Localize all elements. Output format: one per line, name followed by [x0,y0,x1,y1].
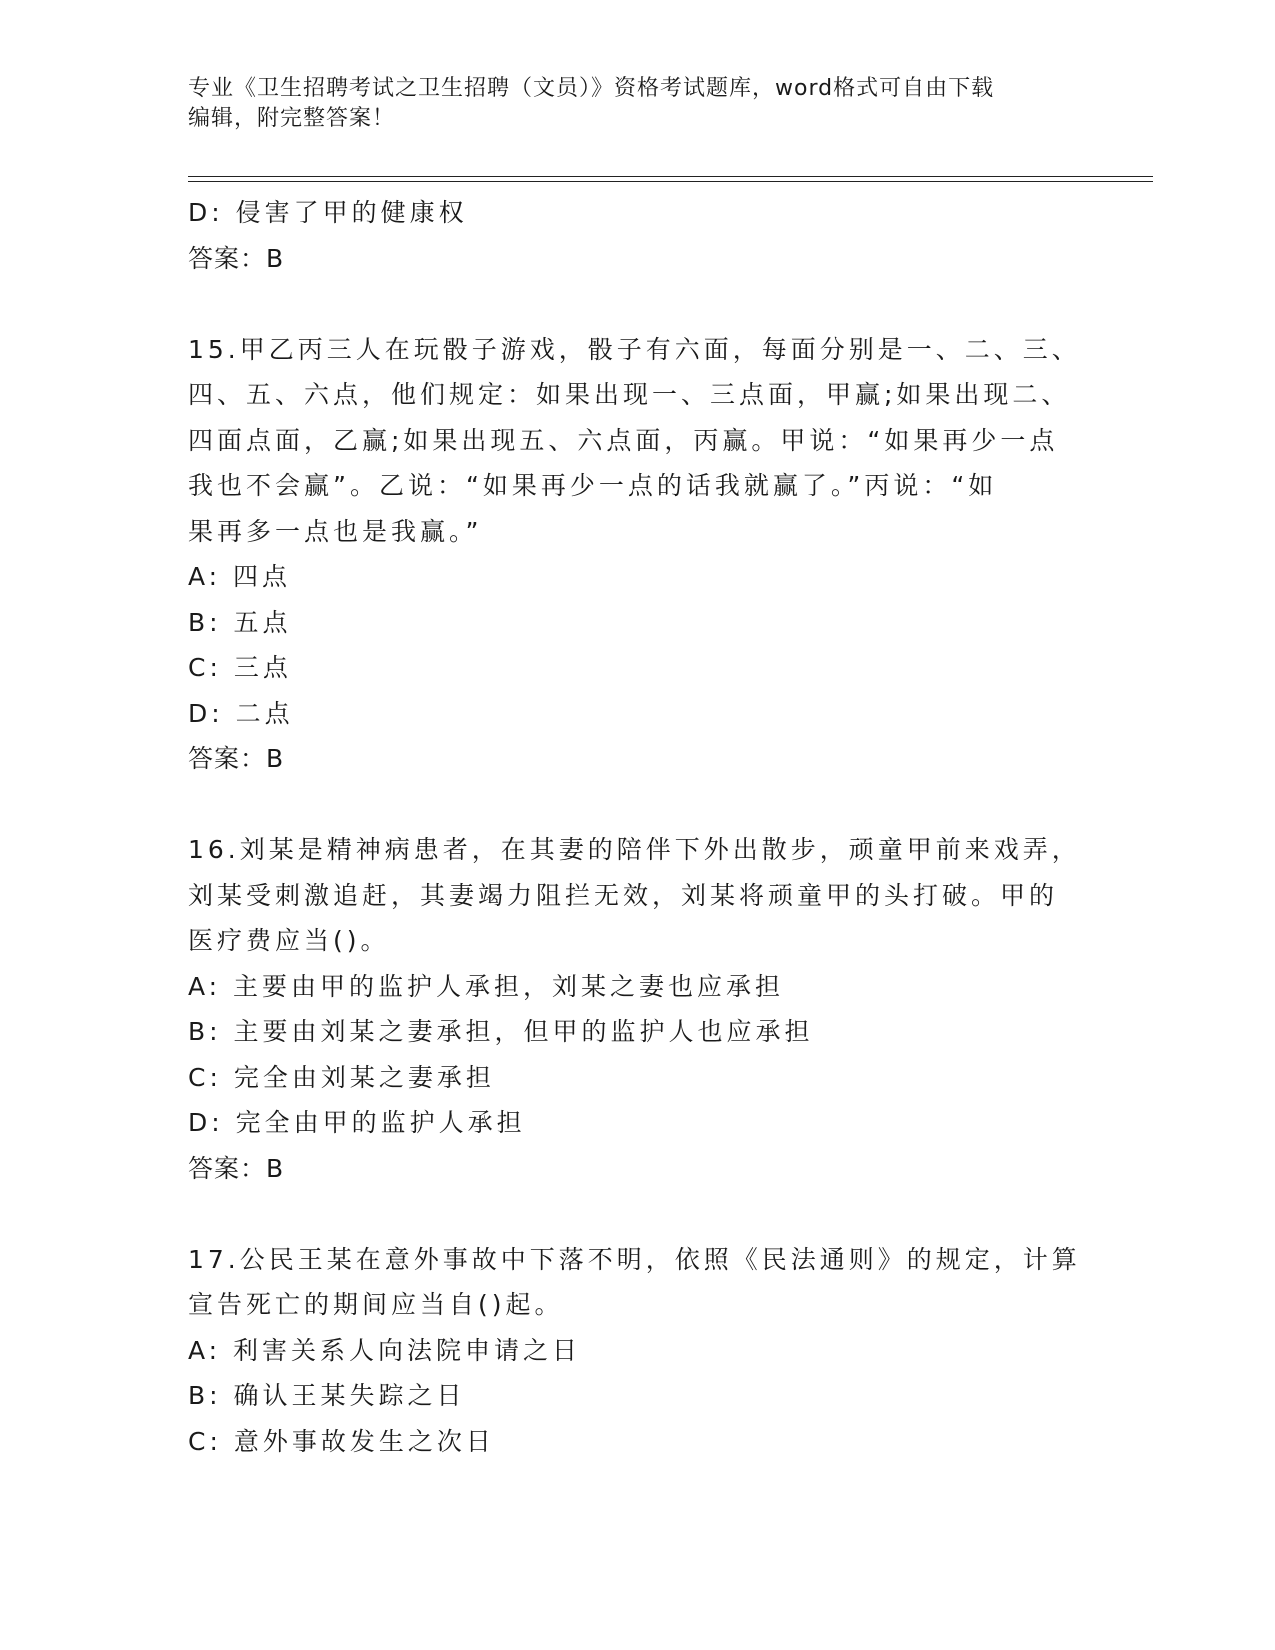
q16-option-a: A: 主要由甲的监护人承担，刘某之妻也应承担 [188,971,785,1001]
header-line-2: 编辑，附完整答案！ [188,106,396,131]
spacer [188,782,1088,828]
q15-stem-line-3: 四面点面，乙赢;如果出现五、六点面，丙赢。甲说：“如果再少一点 [188,425,1059,455]
q16-option-b: B: 主要由刘某之妻承担，但甲的监护人也应承担 [188,1017,814,1046]
q16-stem-line-3: 医疗费应当()。 [188,926,390,955]
q16-option-d: D: 完全由甲的监护人承担 [188,1108,526,1137]
q15-option-c: C: 三点 [188,653,292,682]
q15-stem-line-4: 我也不会赢”。乙说：“如果再少一点的话我就赢了。”丙说：“如 [188,471,998,500]
q16-stem-line-2: 刘某受刺激追赶，其妻竭力阻拦无效，刘某将顽童甲的头打破。甲的 [188,880,1059,910]
question-16 [188,827,1088,1191]
header-divider-top [188,176,1153,177]
q17-option-b: B: 确认王某失踪之日 [188,1381,466,1410]
q15-stem-line-1: 15.甲乙丙三人在玩骰子游戏，骰子有六面，每面分别是一、二、三、 [188,334,1081,364]
q17-option-a: A: 利害关系人向法院申请之日 [188,1335,582,1365]
q16-stem-line-1: 16.刘某是精神病患者，在其妻的陪伴下外出散步，顽童甲前来戏弄， [188,835,1081,864]
q15-option-d: D: 二点 [188,698,294,728]
question-15 [188,327,1088,782]
header-divider-bottom [188,181,1153,182]
question-list [188,190,1088,1464]
q15-stem-line-2: 四、五、六点，他们规定：如果出现一、三点面，甲赢;如果出现二、 [188,380,1071,409]
q17-stem-line-1: 17.公民王某在意外事故中下落不明，依照《民法通则》的规定，计算 [188,1244,1081,1274]
header-line-1: 专业《卫生招聘考试之卫生招聘（文员）》资格考试题库，word格式可自由下载 [188,76,995,101]
spacer [188,1191,1088,1237]
q14-answer: 答案：B [188,243,285,273]
q15-stem-line-5: 果再多一点也是我赢。” [188,516,483,546]
q15-option-b: B: 五点 [188,607,292,637]
q17-option-c: C: 意外事故发生之次日 [188,1426,495,1456]
q15-option-a: A: 四点 [188,562,292,591]
spacer [188,281,1088,327]
q14-option-d: D: 侵害了甲的健康权 [188,198,468,227]
question-17 [188,1237,1088,1465]
q15-answer: 答案：B [188,744,285,773]
q16-option-c: C: 完全由刘某之妻承担 [188,1062,495,1092]
q17-stem-line-2: 宣告死亡的期间应当自()起。 [188,1290,564,1319]
document-header [188,74,1088,134]
q16-answer: 答案：B [188,1153,285,1183]
